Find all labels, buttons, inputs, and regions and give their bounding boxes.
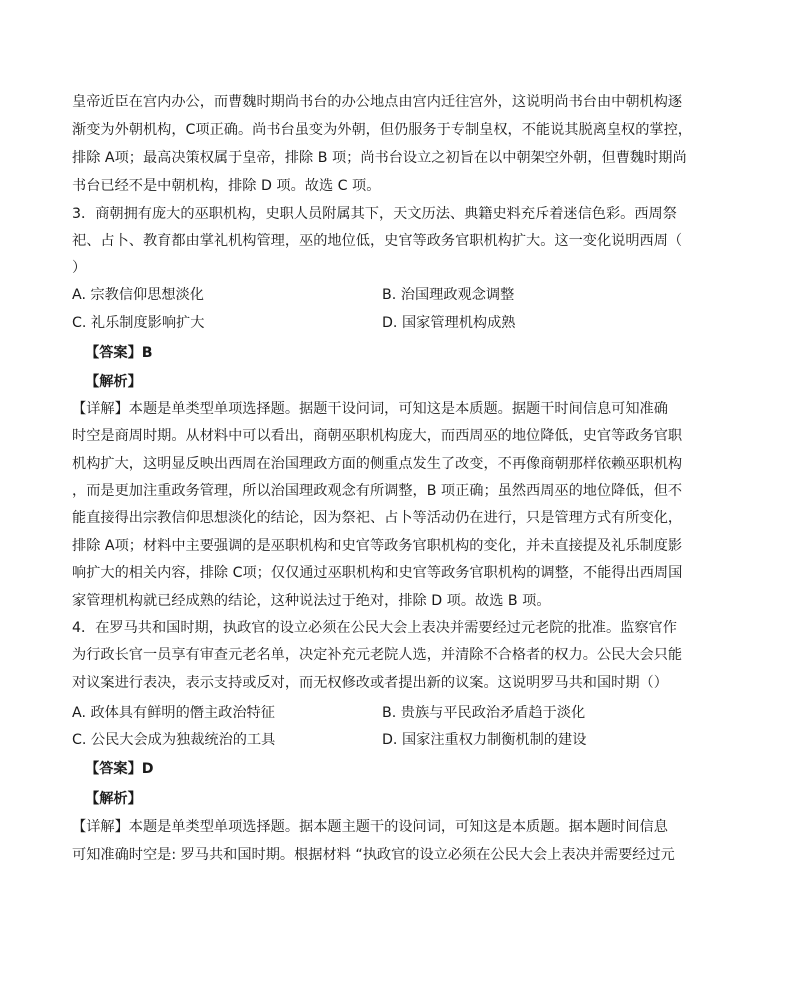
q3-analysis-heading: 【解析】 [85,374,142,390]
q3-option-c: C. 礼乐制度影响扩大 [72,315,205,331]
q3-stem-line-3: ） [72,260,87,276]
q3-detail-line-6: 排除 A项；材料中主要强调的是巫职机构和史官等政务官职机构的变化，并未直接提及礼乐制度影 [72,538,683,554]
q3-stem-line-2: 祀、占卜、教育都由掌礼机构管理，巫的地位低，史官等政务官职机构扩大。这一变化说明西周（ [72,233,683,249]
intro-line-1: 皇帝近臣在宫内办公，而曹魏时期尚书台的办公地点由宫内迁往宫外，这说明尚书台由中朝机构逐 [72,94,683,110]
q3-detail-line-1: 【详解】本题是单类型单项选择题。据题干设问词，可知这是本质题。据题干时间信息可知准确 [72,401,668,417]
q4-stem-line-1: 4．在罗马共和国时期，执政官的设立必须在公民大会上表决并需要经过元老院的批准。监察官作 [72,620,677,636]
q3-detail-line-2: 时空是商周时期。从材料中可以看出，商朝巫职机构庞大，而西周巫的地位降低，史官等政务官职 [72,428,683,444]
q4-answer: 【答案】D [85,761,154,777]
q4-analysis-heading: 【解析】 [85,791,142,807]
q3-detail-line-7: 响扩大的相关内容，排除 C项；仅仅通过巫职机构和史官等政务官职机构的调整，不能得出西周国 [72,565,683,581]
intro-line-4: 书台已经不是中朝机构，排除 D 项。故选 C 项。 [72,178,381,194]
q4-stem-line-3: 对议案进行表决，表示支持或反对，而无权修改或者提出新的议案。这说明罗马共和国时期（） [72,675,668,691]
q4-detail-line-2: 可知准确时空是: 罗马共和国时期。根据材料 “执政官的设立必须在公民大会上表决并需要经过元 [72,847,675,863]
q3-stem-line-1: 3．商朝拥有庞大的巫职机构，史职人员附属其下，天文历法、典籍史料充斥着迷信色彩。西周祭 [72,206,677,222]
q4-stem-line-2: 为行政长官一员享有审查元老名单，决定补充元老院人选，并清除不合格者的权力。公民大会只能 [72,647,683,663]
q4-detail-line-1: 【详解】本题是单类型单项选择题。据本题主题干的设问词，可知这是本质题。据本题时间信息 [72,819,668,835]
q3-option-a: A. 宗教信仰思想淡化 [72,287,204,303]
q4-option-d: D. 国家注重权力制衡机制的建设 [382,732,587,748]
q3-option-d: D. 国家管理机构成熟 [382,315,516,331]
intro-line-2: 渐变为外朝机构，C项正确。尚书台虽变为外朝，但仍服务于专制皇权，不能说其脱离皇权的掌控， [72,122,692,138]
q3-detail-line-3: 机构扩大，这明显反映出西周在治国理政方面的侧重点发生了改变，不再像商朝那样依赖巫职机构 [72,456,683,472]
q3-detail-line-5: 能直接得出宗教信仰思想淡化的结论，因为祭祀、占卜等活动仍在进行，只是管理方式有所变化， [72,510,683,526]
q3-answer: 【答案】B [85,345,153,361]
q4-option-a: A. 政体具有鲜明的僭主政治特征 [72,705,275,721]
q3-detail-line-8: 家管理机构就已经成熟的结论，这种说法过于绝对，排除 D 项。故选 B 项。 [72,593,551,609]
q4-option-b: B. 贵族与平民政治矛盾趋于淡化 [382,705,586,721]
q4-option-c: C. 公民大会成为独裁统治的工具 [72,732,276,748]
q3-detail-line-4: ，而是更加注重政务管理，所以治国理政观念有所调整，B 项正确；虽然西周巫的地位降低，但不 [72,483,683,499]
q3-option-b: B. 治国理政观念调整 [382,287,515,303]
intro-line-3: 排除 A项；最高决策权属于皇帝，排除 B 项；尚书台设立之初旨在以中朝架空外朝，但曹魏时期尚 [72,150,687,166]
